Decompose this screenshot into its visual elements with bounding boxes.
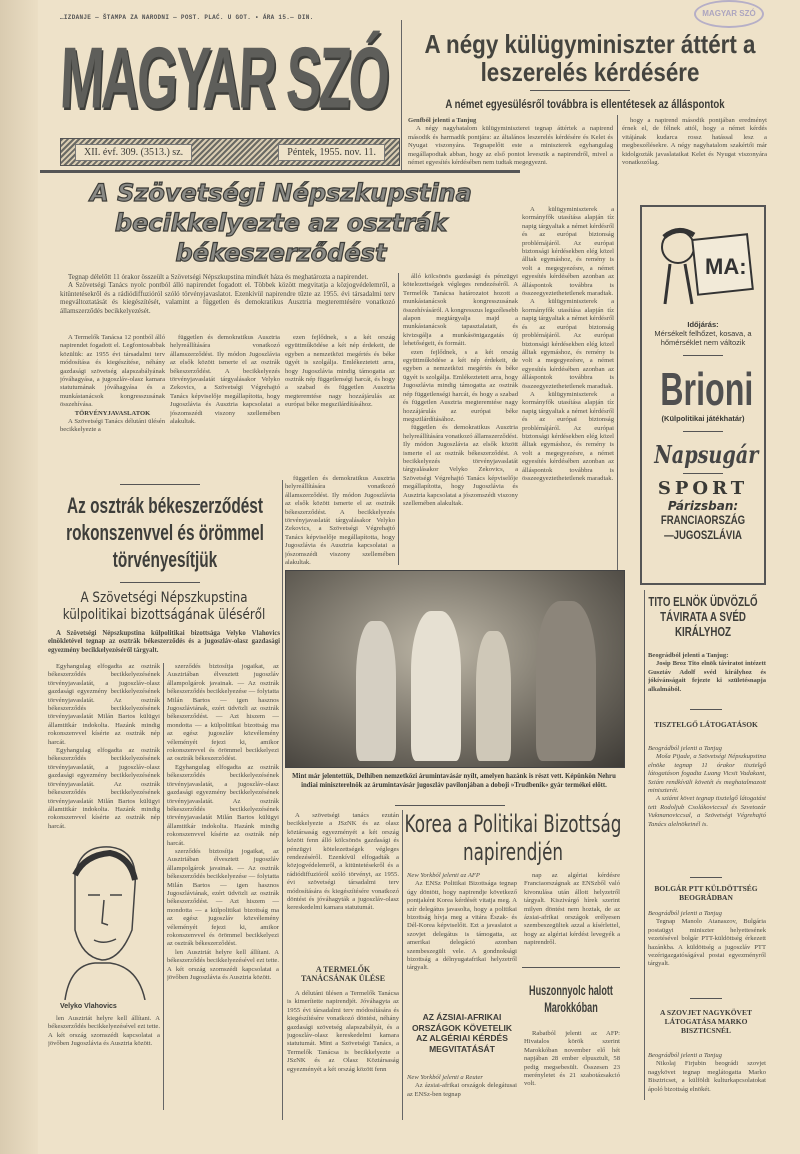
morocco-headline: Huszonnyolc halott Marokkóban — [529, 982, 613, 1015]
weather-forecast: Mérsékelt felhőzet, kosava, a hőmérséklet nem változik — [654, 329, 752, 347]
second-col-2: szerződés biztosítja jogaikat, az Ausztriában élvesztett jugoszláv állampolgárok javainak. — Az osztrák békeszerződés becikkelyezése — folytatta Milán Bartos — igen hasznos Jugoszláviának, ezért üdvözli az osztrák békeszerződést. — Azt hiszem — mondotta — a külpolitikai bizottság ma az egész jugoszláv közvélemény véleményét fejezi ki, amikor rokonszenvvel és örömmel becikkelyezi az osztrák békeszerződést. Egyhangulag elfogadta az osztrák békeszerződés becikkelyezésének törvényjavaslatát, a jugoszláv-olasz gazdasági egyezmény becikkelyezésének törvényjavaslatát. Az osztrák békeszerződés becikkelyezésének törvényjavaslatát Milán Bartos külügyi államtitkár indokolta. Hazánk mindig rokonszenvvel kísérte az osztrák nép harcát. szerződés biztosítja jogaikat, az Ausztriában élvesztett jugoszláv állampolgárok javainak. — Az osztrák békeszerződés becikkelyezése — folytatta Milán Bartos — igen hasznos Jugoszláviának, ezért üdvözli az osztrák békeszerződést. — Azt hiszem — mondotta — a külpolitikai bizottság ma az egész jugoszláv közvélemény véleményét fejezi ki, amikor rokonszenvvel és örömmel becikkelyezi az osztrák békeszerződést. len Ausztriát helyre kell állítani. A békeszerződés becikkelyezésével ezt tette. A két ország szomszédi kapcsolatai a jövőben Jugoszlávia és Ausztria között. — [167, 663, 279, 982]
masthead-topline: …IZDANJE — ŠTAMPA ZA NARODNI — POST. PLAĆ. U GOT. • ÁRA 15.— DIN. — [60, 14, 314, 21]
middle-col-text: A szövetségi tanács ezután becikkelyezte a JSzNK és az olasz köztársaság egyezményét a két ország között fenn álló kölcsönös gazdasági és pénzügyi kötelezettségek végleges rendezéséről. Ezenkívül elfogadták a közjogvédelemről, a kitüntetésekről és a rádiódiffuzióról szóló törvényt, az 1955. évi szövetségi társadalmi terv módosítására és kiegészítésére vonatkozó döntést és jóváhagyták a jugoszláv-olasz kereskedelmi kamara statutumát. — [287, 812, 399, 912]
second-col-1b: len Ausztriát helyre kell állítani. A békeszerződés becikkelyezésével ezt tette. A két ország szomszédi kapcsolatai a jövőben Jugoszlávia és Ausztria között. — [48, 1015, 160, 1048]
sport-match: FRANCIAORSZÁG —JUGOSZLÁVIA — [660, 513, 746, 542]
divider — [690, 998, 722, 999]
weather-label: Időjárás: — [687, 320, 719, 329]
korea-col-1: New Yorkból jelenti az AFP Az ENSz Politikai Bizottsága tegnap úgy döntött, hogy napirendje következő pontjaként Korea kérdését vitatja meg. A szír delegátus javasolta, hogy a politikai bizottság hívja meg a vitára Észak- és Dél-Korea képviselőit. Ezt a javaslatot a szovjet delegátus is támogatta, az amerikai delegáció azonban szembeszegült vele. A gondnoksági bizottság a délnyugatafrikai helyzetről tárgyalt. — [407, 872, 517, 972]
stamp-text: MAGYAR SZÓ — [702, 9, 756, 18]
main-col-2: független és demokratikus Ausztria helyreállítására vonatkozó államszerződést. Ily módon Jugoszlávia az elsők között ismerte el az osztrák békeszerződést. A becikkelyezés törvényjavaslatát tárgyalásakor Velyko Zekovics, a Szövetségi Végrehajtó Tanács képviselője megállapította, hogy Jugoszlávia és Ausztria kapcsolatai a jószomszédi viszony szellemében alakultak. — [170, 334, 280, 426]
tito-dateline: Beográdból jelenti a Tanjug: — [648, 652, 729, 659]
korea-dateline: New Yorkból jelenti az AFP — [407, 872, 480, 879]
bulgar-text: Beográdból jelenti a Tanjug Tegnap Manolo Atanaszov, Bulgária postaügyi miniszter helyettesének vezetésével bolgár PTT-küldöttség érkezett hazánkba. A küldöttség a jugoszláv PTT vezérigazgatóságával postai egyezményről tárgyalt. — [648, 910, 766, 968]
divider — [282, 480, 283, 1120]
main-col-4: álló kölcsönös gazdasági és pénzügyi kötelezettségek végleges rendezéséről. A Termelők Tanácsa határozatot hozott a munkástanácsok kongresszusának összehívásáról. A kongresszus legszélesebb alapon megtárgyalja majd a munkástanácsok tapasztalatait, és kivizsgálja a munkásönigazgatás új lehetőségeit, és formáit. ezen fejlődnek, s a két ország együttműködése a két nép érdekeit, de egyben a nemzetközi megértés és béke ügyét is szolgálja. Emlékeztetett arra, hogy Jugoszlávia mindig támogatta az osztrák nép függetlenségi harcát, és hogy a szabad és független Ausztria megteremtése nagy hozzájárulás az európai béke megszilárdításához. független és demokratikus Ausztria helyreállítására vonatkozó államszerződést. Ily módon Jugoszlávia az elsők között ismerte el az osztrák békeszerződést. A becikkelyezés törvényjavaslatát tárgyalásakor Velyko Zekovics, a Szövetségi Végrehajtó Tanács képviselője megállapította, hogy Jugoszlávia és Ausztria kapcsolatai a jószomszédi viszony szellemében alakultak. — [403, 273, 518, 507]
issue-number: XII. évf. 309. (3513.) sz. — [75, 144, 192, 161]
divider — [402, 810, 403, 1120]
divider — [530, 90, 630, 91]
middle-col-text-2: A délutáni ülésen a Termelők Tanácsa is kimerítette napirendjét. Jóváhagyta az 1955 évi társadalmi terv módosítására és kiegészítésére vonatkozó döntést, néhány gazdasági szövetség alapszabályát, és a jugoszláv-olasz kereskedelmi kamara statutumát. Mint a Szövetségi Tanács, a Termelők Tanácsa is becikkelyezte a JSzNK és az Olasz Köztársaság egyezményét a két ország között fenn — [287, 990, 399, 1073]
second-subheadline: A Szövetségi Népszkupstina külpolitikai bizottságának üléséről — [62, 590, 266, 623]
main-col-3: ezen fejlődnek, s a két ország együttműködése a két nép érdekeit, de egyben a nemzetközi megértés és béke ügyét is szolgálja. Emlékeztetett arra, hogy Jugoszlávia mindig támogatta az osztrák nép függetlenségi harcát, és hogy a szabad és független Ausztria megteremtése nagy hozzájárulás az európai béke megszilárdításához. — [285, 334, 395, 409]
portrait-sketch — [50, 835, 155, 1000]
news-photo — [285, 570, 625, 768]
visits-dateline: Beográdból jelenti a Tanjug — [648, 745, 722, 752]
sidebar-box — [640, 205, 766, 585]
issue-date: Péntek, 1955. nov. 11. — [278, 144, 385, 161]
soviet-dateline: Beográdból jelenti a Tanjug — [648, 1052, 722, 1059]
morocco-text: Rabatból jelenti az AFP: Hivatalos körök szerint Marokkóban november elő hét napjában 28 ember elpusztult, 58 pedig megsebesült. Összesen 23 merényletet és 21 szabotázsakció volt. — [524, 1030, 620, 1088]
sport-title: SPORT — [657, 478, 749, 499]
napsugar-title: Napsugár — [654, 440, 759, 469]
main-intro: Tegnap délelőtt 11 órakor összeült a Szövetségi Népszkupstina mindkét háza és meghatározta a napirendet. A Szövetségi Tanács nyolc pontból álló napirendet fogadott el. Többek között megvitatja a közjogvédelemről, a kitüntetésekről és a rádiódiffuzióról szóló törvényjavaslatot. Ezenkívül napirendre tűzte az 1955. évi társadalmi terv megváltoztatását és kiegészítését, valamint a független és demokratikus Ausztria megteremtésére vonatkozó államszerződés becikkelyezését. — [60, 273, 395, 315]
library-stamp — [694, 0, 764, 28]
lead-paragraph: A négy nagyhatalom külügyminiszterei tegnap áttértek a napirend második és harmadik pontjára: az általános leszerelés kérdésére és Kelet és Nyugat viszonyára. Tegnapelőtt este a miniszterek egyhangulag megállapodtak abban, hogy az első pontot leveszik a napirendről, mivel a német egyesítés kérdésében nem tudtak megegyezni. — [408, 125, 613, 167]
main-headline: A Szövetségi Népszkupstina becikkelyezte az osztrák békeszerződést — [90, 179, 472, 267]
lead-subheadline: A német egyesülésről továbbra is ellentétesek az álláspontok — [445, 97, 725, 111]
lead-headline: A négy külügyminiszter áttért a leszerelés kérdésére — [424, 29, 756, 87]
soviet-headline: A SZOVJET NAGYKÖVET LÁTOGATÁSA MARKO BISZTICSNÉL — [660, 1008, 752, 1035]
divider — [617, 115, 618, 585]
divider — [522, 967, 620, 968]
cartoon-text: MA: — [705, 254, 747, 279]
second-headline: Az osztrák békeszerződést rokonszenvvel és örömmel törvényesítjük — [66, 493, 264, 572]
soviet-text: Beográdból jelenti a Tanjug Nikolaj Firjubin beográdi szovjet nagykövet tegnap meglátogatta Marko Bisztricset, a külföldi kulturkapcsolatokat ápoló bizottság elnökét. — [648, 1052, 766, 1093]
middle-col-heading: A TERMELŐK TANÁCSÁNAK ÜLÉSE — [300, 965, 386, 983]
divider — [398, 273, 399, 565]
divider — [120, 484, 200, 485]
lead-col-2: hogy a napirend második pontjában eredményt érnek el, de félnek attól, hogy a német kérdés vitájának kudarca rossz hatással lesz a megbeszélésekre. A négy nagyhatalom szakértői már kidolgozták javaslataikat Kelet és Nyugat viszonyára vonatkozólag. — [622, 117, 767, 167]
tito-text: Beográdból jelenti a Tanjug: Josip Broz Tito elnök táviratot intézett Gusztáv Adolf svéd királyhoz és jókívánságait fejezte ki születésnapja alkalmából. — [648, 652, 766, 693]
second-col-1: Egyhangulag elfogadta az osztrák békeszerződés becikkelyezésének törvényjavaslatát, a jugoszláv-olasz gazdasági egyezmény becikkelyezésének törvényjavaslatát. Az osztrák békeszerződés becikkelyezésének törvényjavaslatát Milán Bartos külügyi államtitkár indokolta. Hazánk mindig rokonszenvvel kísérte az osztrák nép harcát. Egyhangulag elfogadta az osztrák békeszerződés becikkelyezésének törvényjavaslatát, a jugoszláv-olasz gazdasági egyezmény becikkelyezésének törvényjavaslatát. Az osztrák békeszerződés becikkelyezésének törvényjavaslatát Milán Bartos külügyi államtitkár indokolta. Hazánk mindig rokonszenvvel kísérte az osztrák nép harcát. — [48, 663, 160, 830]
visits-headline: TISZTELGŐ LÁTOGATÁSOK — [654, 720, 758, 729]
divider — [690, 877, 722, 878]
bulgar-dateline: Beográdból jelenti a Tanjug — [648, 910, 722, 917]
main-col-3b: független és demokratikus Ausztria helyreállítására vonatkozó államszerződést. Ily módon Jugoszlávia az elsők között ismerte el az osztrák békeszerződést. A becikkelyezés törvényjavaslatát tárgyalásakor Velyko Zekovics, a Szövetségi Végrehajtó Tanács képviselője megállapította, hogy Jugoszlávia és Ausztria kapcsolatai a jószomszédi viszony szellemében alakultak. — [285, 475, 395, 565]
portrait-caption: Velyko Vlahovics — [60, 1003, 117, 1010]
section-heading: TÖRVÉNYJAVASLATOK — [74, 409, 151, 417]
korea-col-2: nap az algériai kérdésre Franciaországnak az ENSzből való kivonulása után állott helyzetről tárgyalt. Kiszivárgó hírek szerint milyen döntést nem hoztak, de az ázsiai-afrikai országok erélyesen szembeszegültek azzal a kísérlettel, hogy az algériai kérdést levegyék a napirendről. — [524, 872, 620, 947]
asia-dateline: New Yorkból jelenti a Reuter — [407, 1074, 483, 1081]
masthead-infobar — [60, 138, 400, 166]
divider — [644, 590, 645, 1100]
divider — [120, 582, 200, 583]
divider — [395, 805, 505, 806]
divider — [690, 709, 722, 710]
photo-caption: Mint már jelentettük, Delhiben nemzetközi árumintavásár nyílt, amelyen hazánk is részt vett. Képünkön Nehru indiai miniszterelnök az árumintavásár jugoszláv pavilonjában a doboji »Trudbenik« gyár termékei előtt. — [292, 773, 616, 789]
second-lead: A Szövetségi Népszkupstina külpolitikai bizottsága Velyko Vlahovics elnökletével tegnap az osztrák békeszerződés és a jugoszláv-olasz gazdasági egyezmény becikkelyezéséről tárgyalt. — [48, 630, 280, 654]
asia-headline: AZ ÁZSIAI-AFRIKAI ORSZÁGOK KÖVETELIK AZ ALGÉRIAI KÉRDÉS MEGVITATÁSÁT — [411, 1012, 513, 1054]
divider — [40, 170, 520, 173]
scan-edge — [0, 0, 38, 1154]
lead-dateline: Genfből jelenti a Tanjug — [408, 117, 477, 124]
cartoon-newsboy-icon — [650, 219, 760, 309]
divider — [401, 20, 402, 170]
brioni-title: Brioni — [660, 363, 754, 415]
lead-col-3: A külügyminiszterek a kormányfők utasítása alapján tíz napig tárgyaltak a német kérdésről és az európai biztonság problémájáról. Az európai biztonsági kérdésekben elég közel álltak egymáshoz, és remény is volt a megegyezésre, a német egyesítés kérdésében azonban az álláspontok továbbra is összeegyeztethetetlenek maradtak. A külügyminiszterek a kormányfők utasítása alapján tíz napig tárgyaltak a német kérdésről és az európai biztonság problémájáról. Az európai biztonsági kérdésekben elég közel álltak egymáshoz, és remény is volt a megegyezésre, a német egyesítés kérdésében azonban az álláspontok továbbra is összeegyeztethetetlenek maradtak. A külügyminiszterek a kormányfők utasítása alapján tíz napig tárgyaltak a német kérdésről és az európai biztonság problémájáról. Az európai biztonsági kérdésekben elég közel álltak egymáshoz, és remény is volt a megegyezésre, a német egyesítés kérdésében azonban az álláspontok továbbra is összeegyeztethetetlenek maradtak. — [522, 206, 614, 482]
masthead-logo: MAGYAR SZÓ — [58, 30, 390, 127]
divider — [163, 663, 164, 1110]
korea-headline: Korea a Politikai Bizottság napirendjén — [404, 810, 622, 866]
main-col-1: A Termelők Tanácsa 12 pontból álló napirendet fogadott el. Legfontosabbak közülük: az 1955 évi társadalmi terv módosítása és kiegészítése, néhány gazdasági szövetség alapszabályának jóváhagyása, a jugoszláv-olasz kamara statutumának jóváhagyása és a munkástanácsok kongresszusának összehívása. TÖRVÉNYJAVASLATOK A Szövetségi Tanács délutáni ülésén becikkelyezte a — [60, 334, 165, 434]
sport-location: Párizsban: — [667, 499, 739, 513]
brioni-subtitle: (Külpolitikai játékhatár) — [661, 414, 745, 423]
asia-text: New Yorkból jelenti a Reuter Az ázsiai-afrikai országok delegátusai az ENSz-ben tegnap — [407, 1074, 517, 1098]
tito-headline: TITO ELNÖK ÜDVÖZLŐ TÁVIRATA A SVÉD KIRÁLYHOZ — [648, 594, 758, 639]
visits-text: Beográdból jelenti a Tanjug Moša Pijade, a Szövetségi Népszkupstina elnöke tegnap 11 órakor tisztelgő látogatáson fogadta Luang Vicsit Vadakant, Sziám rendkívüli követét és meghatalmazott miniszterét. A sziámi követ tegnap tisztelgő látogatást tett Rodoljub Csolákoviccsal és Szvetozár Vukmanoviccsal, a Szövetségi Végrehajtó Tanács alelnökeinél is. — [648, 745, 766, 828]
bulgar-headline: BOLGÁR PTT KÜLDÖTTSÉG BEOGRÁDBAN — [654, 884, 758, 902]
